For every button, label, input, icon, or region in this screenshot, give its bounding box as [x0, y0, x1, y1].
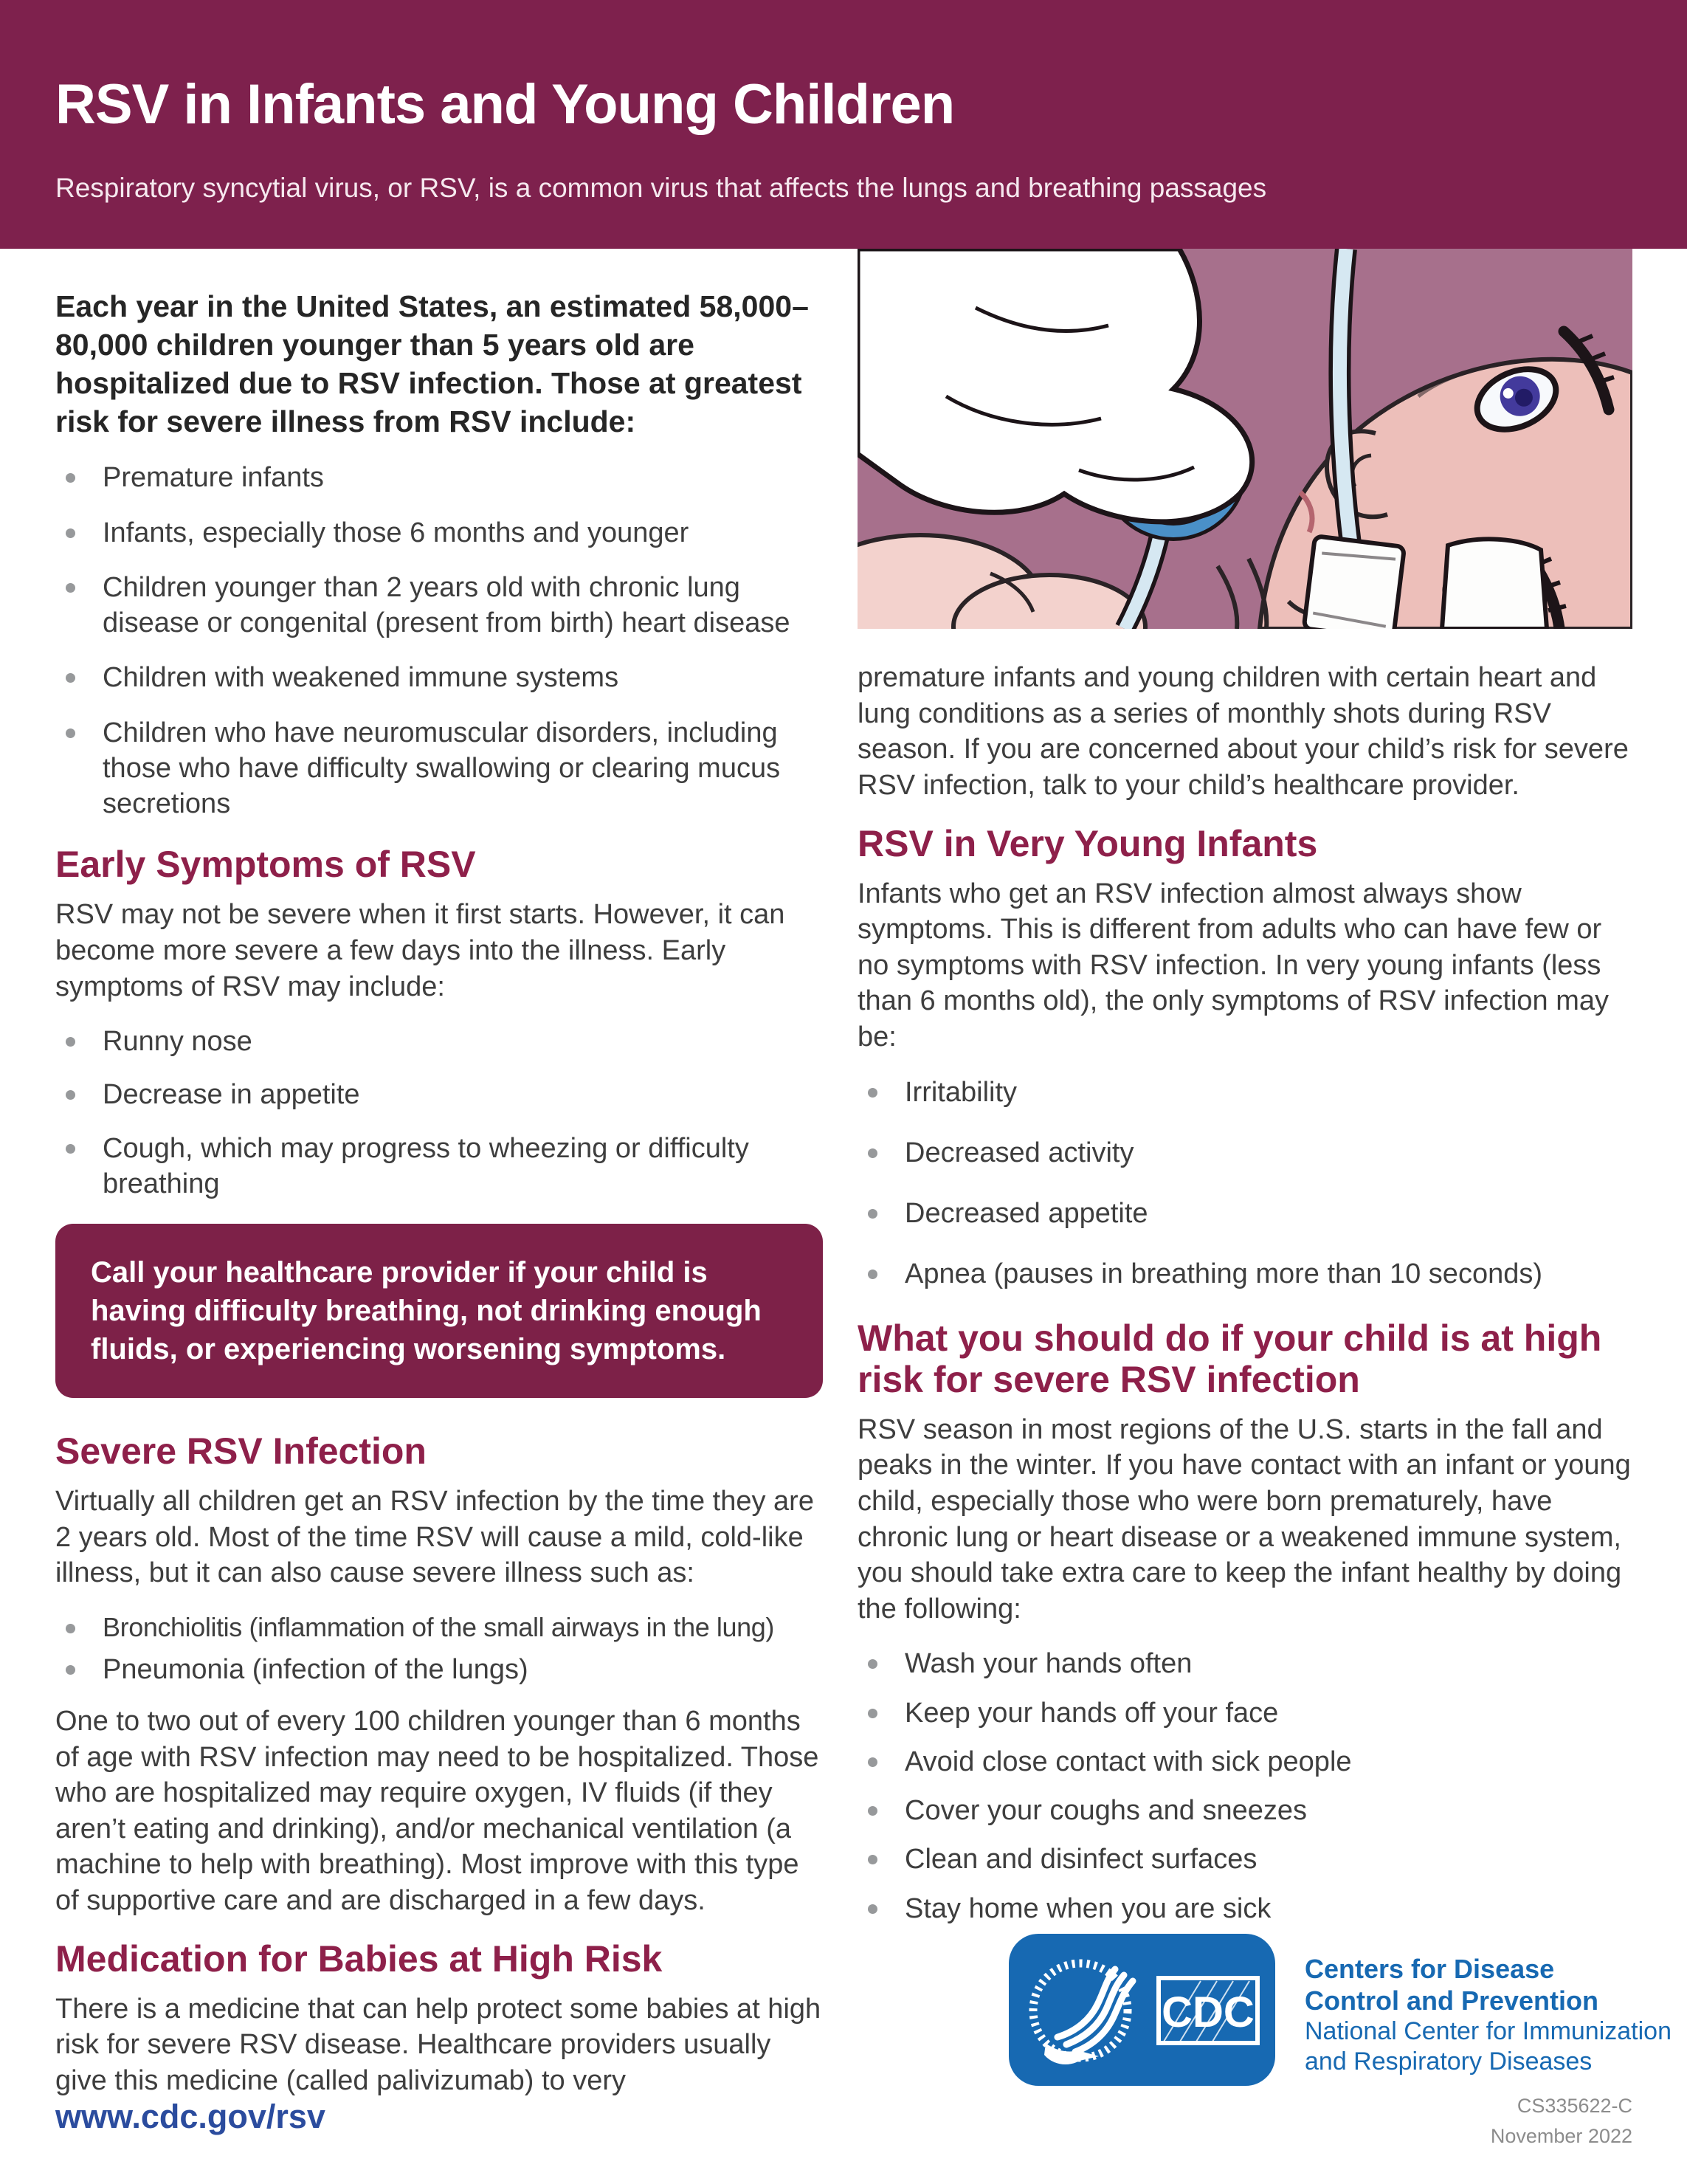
list-item: Clean and disinfect surfaces: [858, 1842, 1632, 1877]
severe-illness-list: [55, 1611, 823, 1687]
list-item: Avoid close contact with sick people: [858, 1744, 1632, 1780]
org-line: Centers for Disease: [1305, 1954, 1555, 1984]
list-item: Cough, which may progress to wheezing or difficulty breathing: [55, 1131, 823, 1202]
early-symptoms-paragraph: RSV may not be severe when it first starts. However, it can become more severe a few days into the illness. Early symptoms of RSV may include:: [55, 899, 785, 1002]
doc-id: CS335622-C: [1517, 2095, 1632, 2117]
list-item: Premature infants: [55, 460, 823, 495]
medication-paragraph: There is a medicine that can help protect some babies at high risk for severe RSV disease. Healthcare providers usually give this medicine (called palivizumab) to very: [55, 1993, 821, 2096]
section-heading-very-young: RSV in Very Young Infants: [858, 822, 1318, 864]
content-columns: [0, 249, 1687, 2118]
list-item: Keep your hands off your face: [858, 1695, 1632, 1731]
cdc-org-text: [1305, 1934, 1672, 2077]
list-item: Decreased appetite: [858, 1196, 1632, 1231]
cdc-logo-block: [1009, 1934, 1672, 2086]
list-item: Decrease in appetite: [55, 1077, 823, 1112]
very-young-paragraph: Infants who get an RSV infection almost always show symptoms. This is different from adults who can have few or no symptoms with RSV infection. In very young infants (less than 6 months old), the only symptoms of RSV infection may be:: [858, 878, 1610, 1053]
prevention-list: [858, 1646, 1632, 1926]
callout-box: [55, 1224, 823, 1398]
risk-groups-list: [55, 460, 823, 821]
tape: [1304, 536, 1404, 629]
intubated-infant-illustration: [858, 249, 1632, 629]
list-item: Wash your hands often: [858, 1646, 1632, 1681]
callout-text: Call your healthcare provider if your child is having difficulty breathing, not drinking enough fluids, or experiencing worsening symptoms.: [91, 1256, 762, 1366]
org-line: and Respiratory Diseases: [1305, 2047, 1593, 2076]
page-subtitle: Respiratory syncytial virus, or RSV, is a common virus that affects the lungs and breathing passages: [55, 173, 1267, 203]
list-item: Bronchiolitis (inflammation of the small airways in the lung): [55, 1611, 823, 1644]
high-risk-paragraph: RSV season in most regions of the U.S. starts in the fall and peaks in the winter. If you have contact with an infant or young child, especially those who were born prematurely, have chronic lung or heart disease or a weakened immune system, you should take extra care to keep the infant healthy by doing the following:: [858, 1413, 1631, 1625]
left-column: [55, 249, 823, 2118]
cdc-logo: [1009, 1934, 1275, 2086]
section-heading-medication: Medication for Babies at High Risk: [55, 1937, 663, 1980]
org-line: Control and Prevention: [1305, 1985, 1599, 2016]
section-heading-early-symptoms: Early Symptoms of RSV: [55, 844, 476, 886]
list-item: Apnea (pauses in breathing more than 10 seconds): [858, 1256, 1632, 1292]
org-line: National Center for Immunization: [1305, 2017, 1672, 2046]
section-heading-high-risk: What you should do if your child is at high risk for severe RSV infection: [858, 1317, 1602, 1400]
page-title: RSV in Infants and Young Children: [55, 73, 955, 136]
intro-paragraph: Each year in the United States, an estimated 58,000–80,000 children younger than 5 years old are hospitalized due to RSV infection. Those at greatest risk for severe illness from RSV include:: [55, 289, 809, 439]
medication-continued-paragraph: premature infants and young children with certain heart and lung conditions as a series of monthly shots during RSV season. If you are concerned about your child’s risk for severe RSV infection, talk to your child’s healthcare provider.: [858, 662, 1629, 801]
cdc-letters: [1159, 1978, 1258, 2043]
svg-text:CDC: CDC: [1162, 1988, 1255, 2036]
document-meta: [1491, 2096, 1632, 2157]
list-item: Cover your coughs and sneezes: [858, 1793, 1632, 1828]
list-item: Stay home when you are sick: [858, 1891, 1632, 1926]
infant-symptoms-list: [858, 1075, 1632, 1292]
right-column: [858, 249, 1632, 1940]
list-item: Irritability: [858, 1075, 1632, 1110]
severe-rsv-paragraph: Virtually all children get an RSV infection by the time they are 2 years old. Most of the time RSV will cause a mild, cold-like illness, but it can also cause severe illness such as:: [55, 1486, 814, 1589]
list-item: Pneumonia (infection of the lungs): [55, 1652, 823, 1687]
towel: [1442, 539, 1547, 629]
list-item: Children younger than 2 years old with chronic lung disease or congenital (present from birth) heart disease: [55, 570, 823, 641]
list-item: Children who have neuromuscular disorders, including those who have difficulty swallowing or clearing mucus secretions: [55, 715, 823, 822]
hospitalization-paragraph: One to two out of every 100 children younger than 6 months of age with RSV infection may need to be hospitalized. Those who are hospitalized may require oxygen, IV fluids (if they aren’t eating and drinking), and/or mechanical ventilation (a machine to help with breathing). Most improve with this type of supportive care and are discharged in a few days.: [55, 1705, 819, 1917]
list-item: Infants, especially those 6 months and younger: [55, 515, 823, 551]
header-band: [0, 0, 1687, 249]
list-item: Decreased activity: [858, 1135, 1632, 1171]
list-item: Runny nose: [55, 1024, 823, 1059]
cdc-url-link[interactable]: www.cdc.gov/rsv: [55, 2098, 325, 2135]
section-heading-severe-rsv: Severe RSV Infection: [55, 1430, 427, 1472]
doc-date: November 2022: [1490, 2125, 1632, 2147]
list-item: Children with weakened immune systems: [55, 660, 823, 695]
early-symptoms-list: [55, 1024, 823, 1202]
